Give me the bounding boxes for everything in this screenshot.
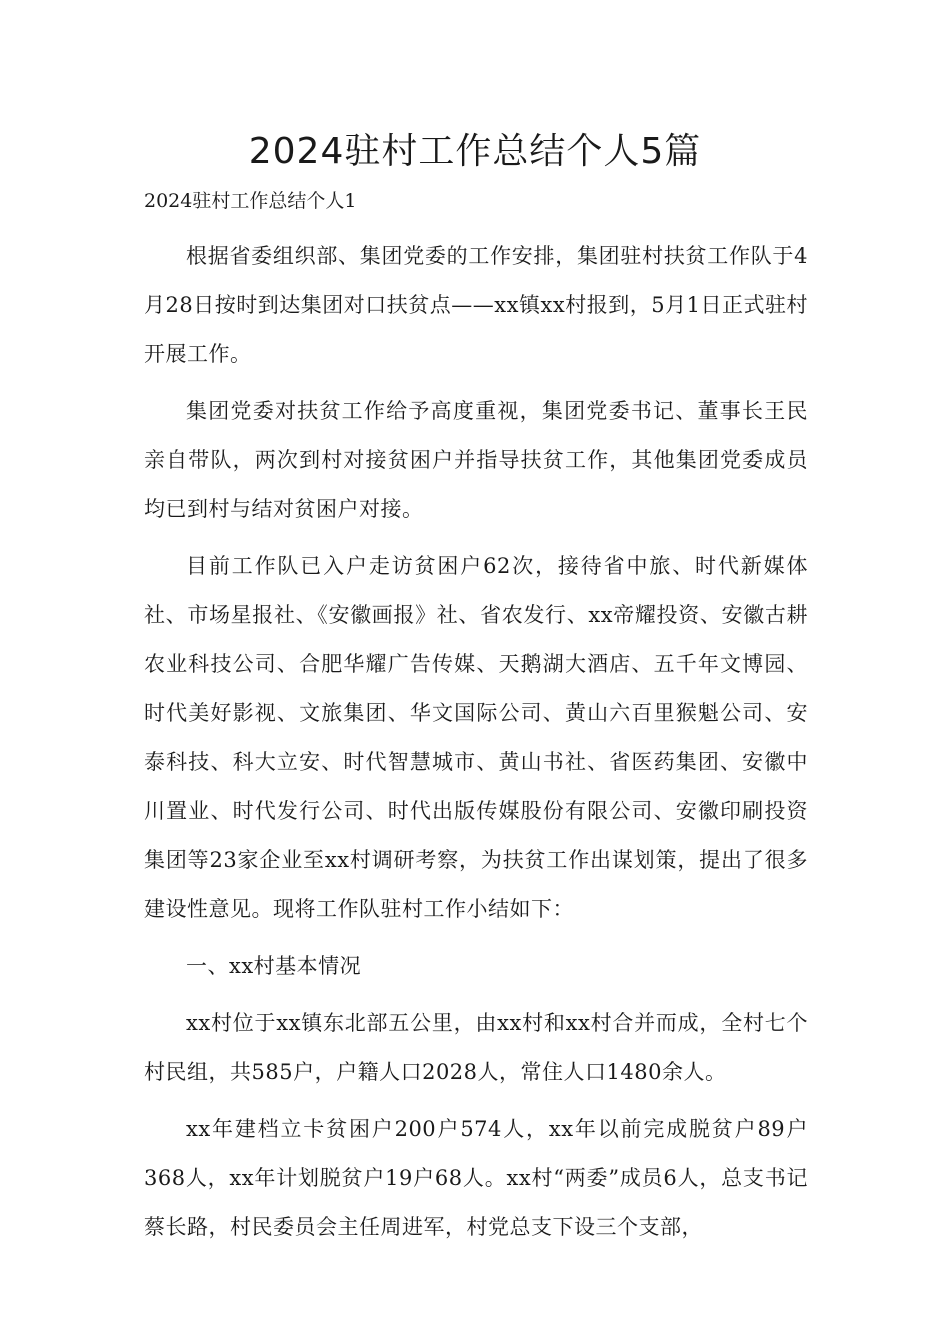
document-subtitle: 2024驻村工作总结个人1: [144, 190, 357, 212]
paragraph: 集团党委对扶贫工作给予高度重视，集团党委书记、董事长王民亲自带队，两次到村对接贫困户并指导扶贫工作，其他集团党委成员均已到村与结对贫困户对接。: [144, 399, 808, 521]
paragraph: 根据省委组织部、集团党委的工作安排，集团驻村扶贫工作队于4月28日按时到达集团对口扶贫点——xx镇xx村报到，5月1日正式驻村开展工作。: [144, 244, 808, 366]
paragraph: xx村位于xx镇东北部五公里，由xx村和xx村合并而成，全村七个村民组，共585户，户籍人口2028人，常住人口1480余人。: [144, 1011, 808, 1084]
paragraph: 目前工作队已入户走访贫困户62次，接待省中旅、时代新媒体社、市场星报社、《安徽画报》社、省农发行、xx帝耀投资、安徽古耕农业科技公司、合肥华耀广告传媒、天鹅湖大酒店、五千年文博园、时代美好影视、文旅集团、华文国际公司、黄山六百里猴魁公司、安泰科技、科大立安、时代智慧城市、黄山书社、省医药集团、安徽中川置业、时代发行公司、时代出版传媒股份有限公司、安徽印刷投资集团等23家企业至xx村调研考察，为扶贫工作出谋划策，提出了很多建设性意见。现将工作队驻村工作小结如下：: [144, 554, 808, 921]
section-heading: 一、xx村基本情况: [186, 954, 362, 978]
document-body: [144, 232, 808, 1252]
document-title: 2024驻村工作总结个人5篇: [248, 131, 702, 172]
paragraph: xx年建档立卡贫困户200户574人，xx年以前完成脱贫户89户368人，xx年计划脱贫户19户68人。xx村“两委”成员6人，总支书记蔡长路，村民委员会主任周进军，村党总支下设三个支部，: [144, 1117, 808, 1239]
